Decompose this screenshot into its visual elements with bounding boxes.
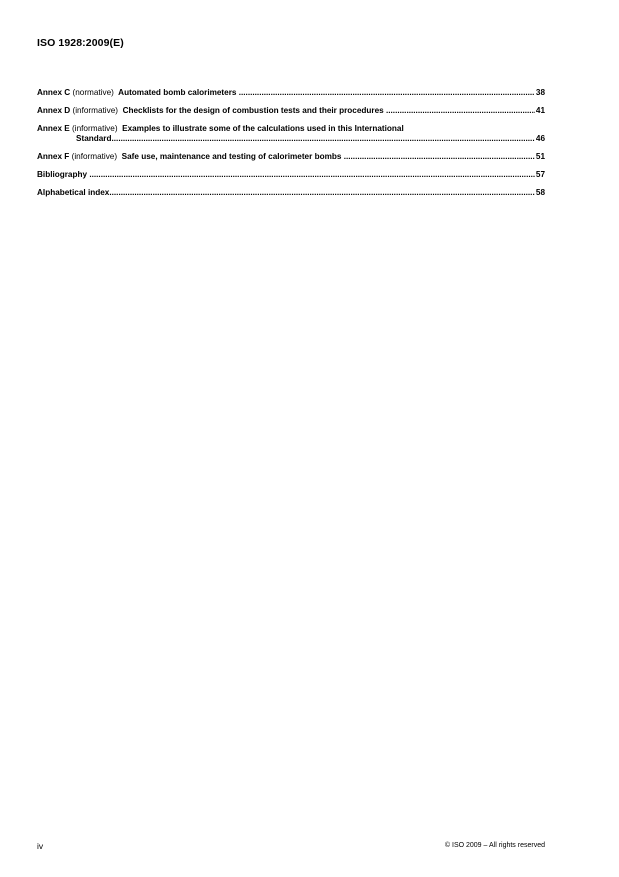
entry-title: Bibliography (37, 170, 88, 179)
page-number: 38 (535, 88, 545, 97)
footer-copyright: © ISO 2009 – All rights reserved (444, 842, 545, 849)
annex-kind: (informative) (71, 152, 118, 161)
dot-leader (239, 88, 535, 98)
page-number: 46 (535, 134, 545, 143)
annex-title-continuation: Standard (76, 134, 112, 143)
dot-leader (112, 134, 535, 144)
dot-leader (386, 106, 535, 116)
page-number: 41 (535, 106, 545, 115)
annex-label: Annex C (37, 88, 71, 97)
annex-kind: (informative) (72, 124, 118, 133)
page-number: 51 (535, 152, 545, 161)
footer-page-number: iv (37, 841, 44, 851)
annex-label: Annex F (37, 152, 70, 161)
annex-kind: (normative) (72, 88, 114, 97)
page-header: ISO 1928:2009(E) (37, 37, 124, 49)
toc-entry-annex-c[interactable] (37, 88, 545, 98)
table-of-contents (37, 88, 545, 206)
toc-entry-bibliography[interactable] (37, 170, 545, 180)
annex-title: Safe use, maintenance and testing of calorimeter bombs (121, 152, 342, 161)
annex-title: Checklists for the design of combustion tests and their procedures (122, 106, 384, 115)
page-number: 57 (535, 170, 545, 179)
dot-leader (89, 170, 535, 180)
dot-leader (344, 152, 535, 162)
page-number: 58 (535, 188, 545, 197)
annex-title: Automated bomb calorimeters (118, 88, 237, 97)
toc-entry-alphabetical-index[interactable] (37, 188, 545, 198)
toc-entry-annex-f[interactable] (37, 152, 545, 162)
annex-label: Annex E (37, 124, 70, 133)
toc-entry-annex-e[interactable] (37, 124, 545, 144)
annex-kind: (informative) (72, 106, 118, 115)
dot-leader (109, 188, 535, 198)
annex-title: Examples to illustrate some of the calculations used in this International (122, 124, 404, 133)
entry-title: Alphabetical index (37, 188, 110, 197)
annex-label: Annex D (37, 106, 71, 115)
toc-entry-annex-d[interactable] (37, 106, 545, 116)
